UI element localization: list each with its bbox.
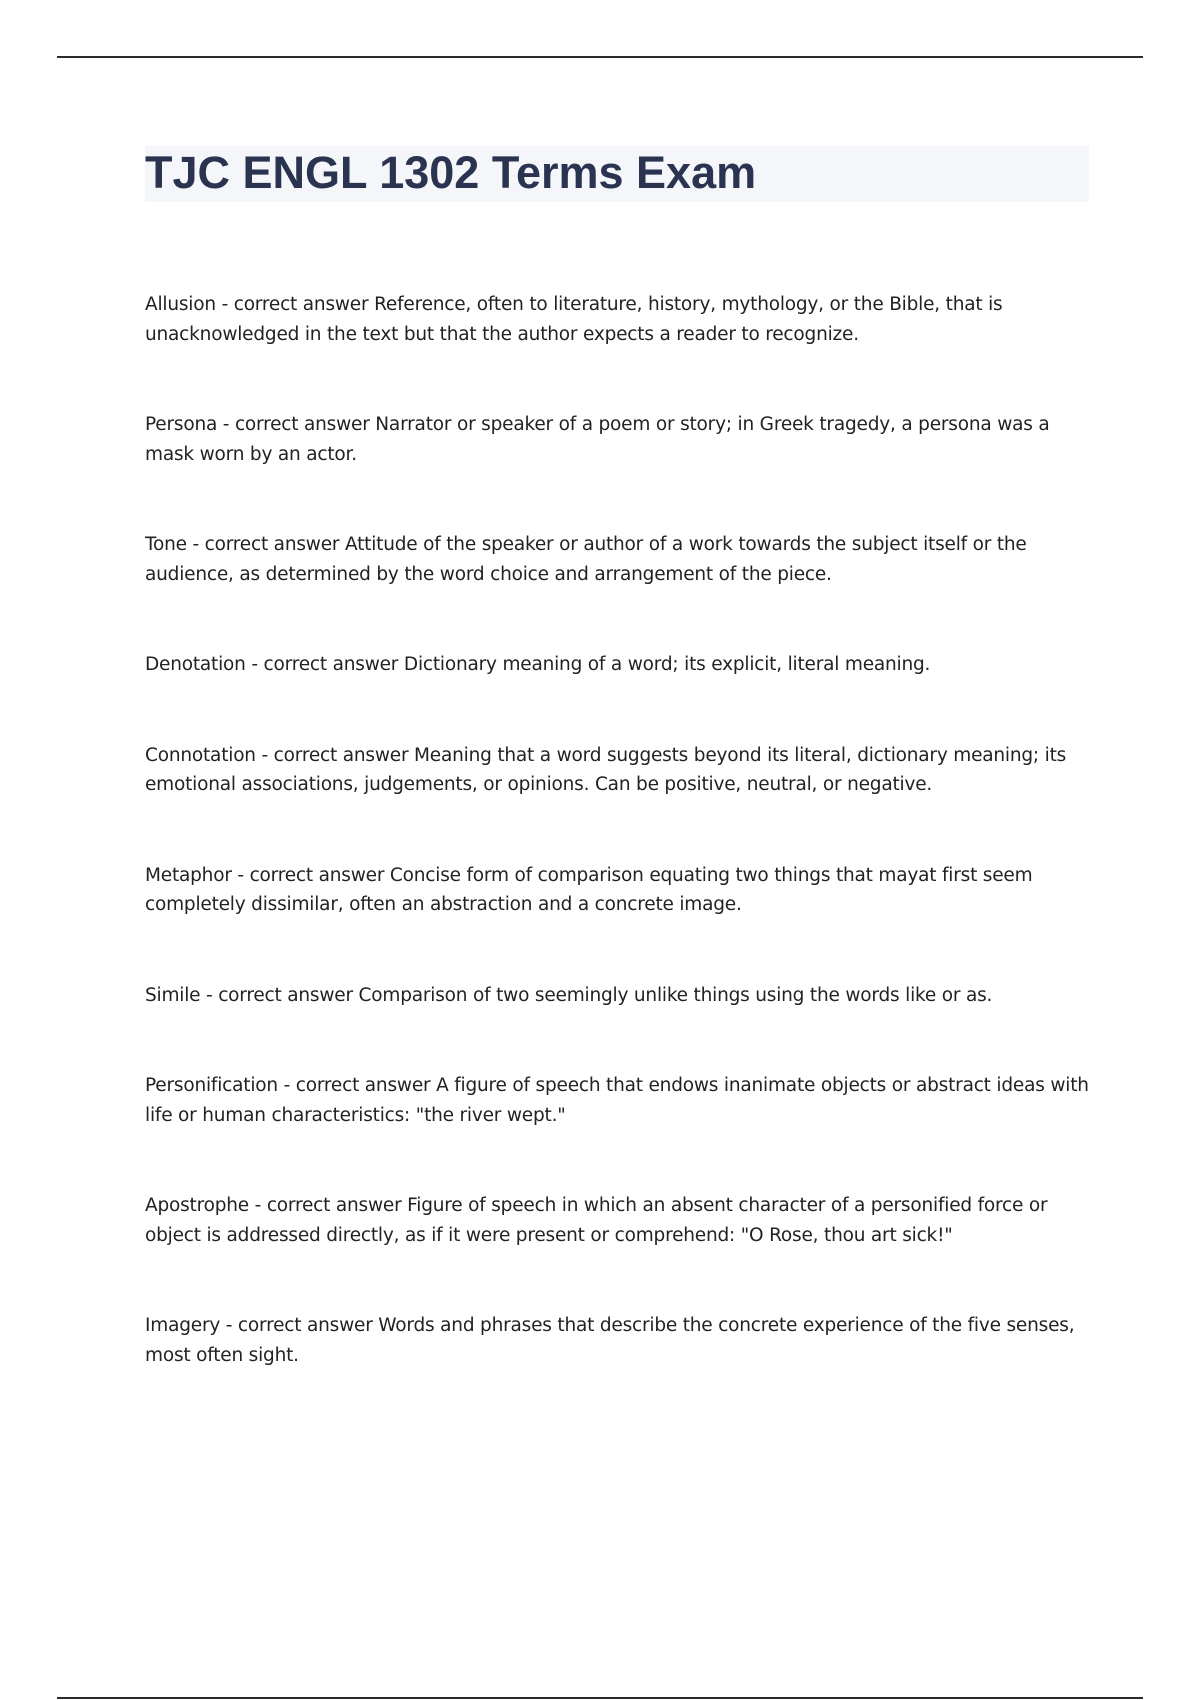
term-metaphor: Metaphor - correct answer Concise form of comparison equating two things that mayat first seem completely dissimilar, often an abstraction and a concrete image. — [145, 864, 1033, 915]
term-tone: Tone - correct answer Attitude of the speaker or author of a work towards the subject itself or the audience, as determined by the word choice and arrangement of the piece. — [145, 534, 1027, 585]
page-title: TJC ENGL 1302 Terms Exam — [145, 147, 757, 198]
terms-list — [145, 290, 1095, 1431]
term-denotation: Denotation - correct answer Dictionary meaning of a word; its explicit, literal meaning. — [145, 654, 931, 675]
top-divider — [57, 56, 1143, 58]
term-persona: Persona - correct answer Narrator or speaker of a poem or story; in Greek tragedy, a persona was a mask worn by an actor. — [145, 414, 1050, 465]
term-apostrophe: Apostrophe - correct answer Figure of speech in which an absent character of a personified force or object is addressed directly, as if it were present or comprehend: "O Rose, thou art sick!" — [145, 1195, 1048, 1246]
term-allusion: Allusion - correct answer Reference, often to literature, history, mythology, or the Bible, that is unacknowledged in the text but that the author expects a reader to recognize. — [145, 294, 1003, 345]
term-personification: Personification - correct answer A figure of speech that endows inanimate objects or abstract ideas with life or human characteristics: "the river wept." — [145, 1075, 1089, 1126]
term-simile: Simile - correct answer Comparison of two seemingly unlike things using the words like or as. — [145, 984, 993, 1006]
bottom-divider — [57, 1697, 1143, 1699]
term-connotation: Connotation - correct answer Meaning that a word suggests beyond its literal, dictionary meaning; its emotional associations, judgements, or opinions. Can be positive, neutral, or negative. — [145, 744, 1067, 795]
term-imagery: Imagery - correct answer Words and phrases that describe the concrete experience of the five senses, most often sight. — [145, 1315, 1075, 1366]
